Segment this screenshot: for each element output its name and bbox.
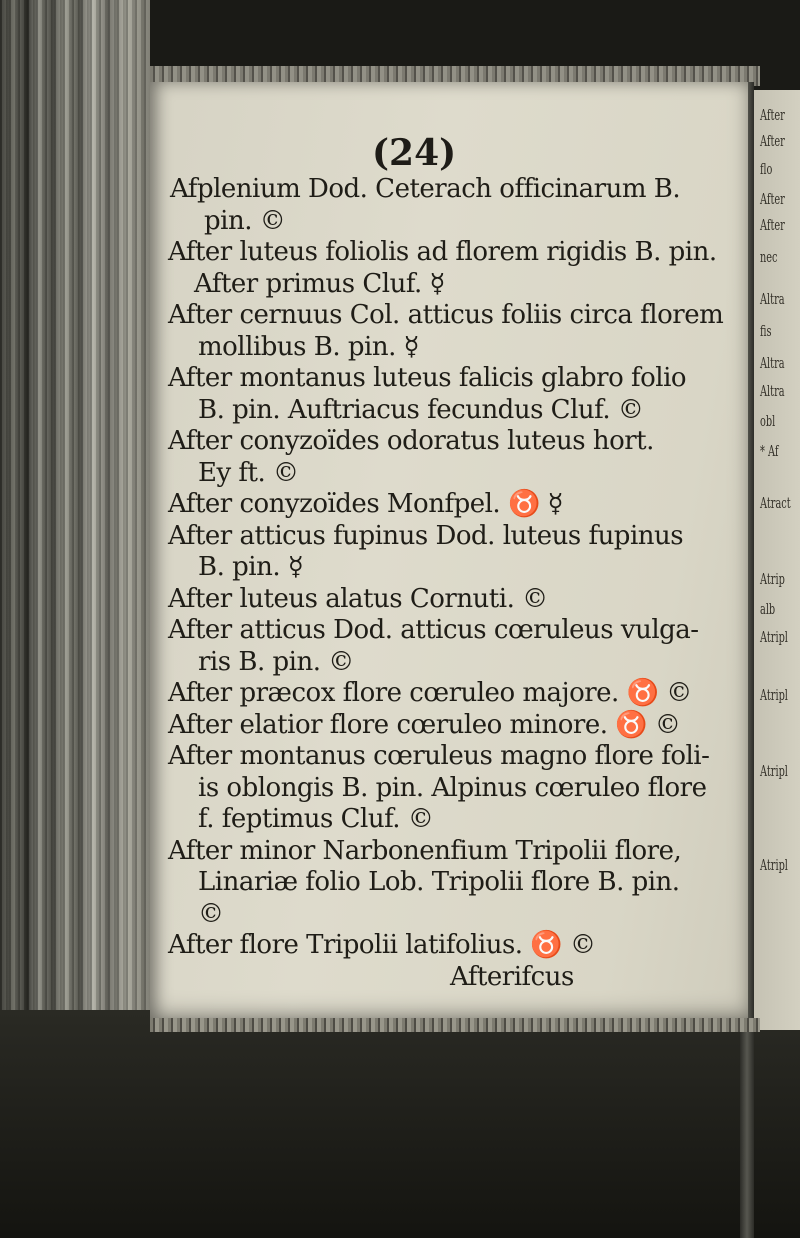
text-line: After flore Tripolii latifolius. ♉ © [168,930,596,960]
text-line: After minor Narbonenfium Tripolii flore, [168,835,682,866]
text-line: ris B. pin. © [198,646,354,677]
text-line: mollibus B. pin. ☿ [198,331,420,362]
text-line: After atticus Dod. atticus cœruleus vulga- [168,615,699,645]
text-line: After conyzoïdes odoratus luteus hort. [168,426,654,456]
adjacent-line: After [760,190,785,208]
adjacent-page [754,90,800,1030]
text-line: Afplenium Dod. Ceterach officinarum B. [170,174,681,204]
adjacent-line: Atrip [760,570,785,588]
adjacent-line: After [760,106,785,124]
adjacent-line: Atripl [760,762,788,780]
adjacent-line: After [760,216,785,234]
text-line: pin. © [204,205,286,236]
text-line: After conyzoïdes Monfpel. ♉ ☿ [168,489,564,519]
text-line: B. pin. Auftriacus fecundus Cluf. © [198,394,644,425]
adjacent-line: fis [760,322,772,340]
adjacent-line: Atract [760,494,791,512]
book-page [150,82,748,1022]
adjacent-line: Atripl [760,628,788,646]
adjacent-line: * Af [760,442,779,460]
adjacent-line: After [760,132,785,150]
text-line: Afterifcus [450,961,574,992]
adjacent-line: Altra [760,382,785,400]
adjacent-line: nec [760,248,778,266]
page-bottom-edge [150,1018,760,1032]
text-line: f. feptimus Cluf. © [198,804,434,834]
adjacent-line: Altra [760,290,785,308]
text-line: © [198,898,224,929]
text-line: After luteus foliolis ad florem rigidis B. pin. [168,237,717,267]
bottom-shadow [0,1010,800,1238]
adjacent-line: Atripl [760,686,788,704]
text-line: After montanus luteus falicis glabro folio [168,363,687,393]
text-line: is oblongis B. pin. Alpinus cœruleo flore [198,772,707,803]
text-line: After præcox flore cœruleo majore. ♉ © [168,678,692,708]
text-line: After montanus cœruleus magno flore foli- [168,741,710,771]
adjacent-line: obl [760,412,776,430]
page-number: (24) [372,132,457,174]
text-line: After atticus fupinus Dod. luteus fupinus [168,520,684,551]
text-line: Ey ft. © [198,457,299,488]
adjacent-line: flo [760,160,773,178]
adjacent-line: Atripl [760,856,788,874]
adjacent-line: alb [760,600,776,618]
text-line: After elatior flore cœruleo minore. ♉ © [168,709,681,740]
adjacent-line: Altra [760,354,785,372]
text-line: B. pin. ☿ [198,552,304,582]
text-line: After primus Cluf. ☿ [194,268,446,299]
text-line: After cernuus Col. atticus foliis circa florem [168,300,724,330]
text-line: After luteus alatus Cornuti. © [168,583,548,614]
text-line: Linariæ folio Lob. Tripolii flore B. pin. [198,867,680,897]
